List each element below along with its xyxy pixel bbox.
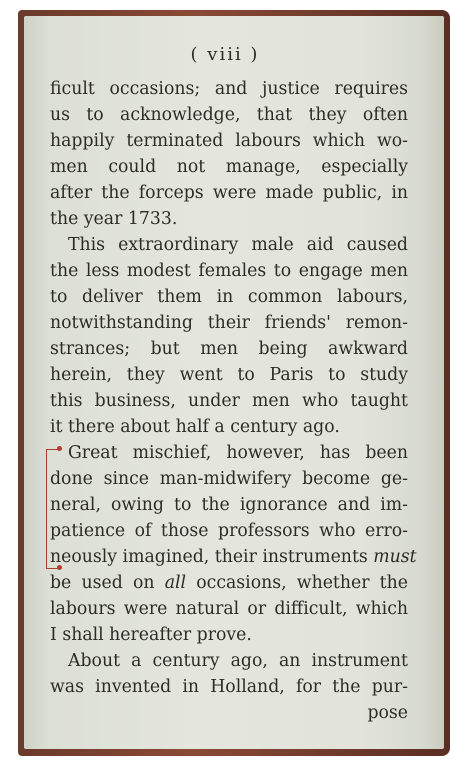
- body-text: [50, 76, 417, 726]
- paragraph-start-line: About a century ago, an instrument: [68, 651, 408, 671]
- text-line: the less modest females to engage men: [50, 261, 408, 281]
- text-line: happily terminated labours which wo-: [50, 131, 408, 151]
- paragraph-start-line: This extraordinary male aid caused: [68, 235, 408, 255]
- text-line: neral, owing to the ignorance and im-: [50, 495, 408, 515]
- text-line: us to acknowledge, that they often: [50, 105, 408, 125]
- text-line: I shall hereafter prove.: [50, 625, 252, 645]
- text-line: strances; but men being awkward: [50, 339, 408, 359]
- catchword: pose: [367, 703, 408, 723]
- text-line: it there about half a century ago.: [50, 417, 340, 437]
- text-line: ficult occasions; and justice requires: [50, 79, 408, 99]
- text-line: neously imagined, their instruments must: [50, 547, 417, 567]
- text-line: was invented in Holland, for the pur-: [50, 677, 408, 697]
- page-shadow: [422, 16, 444, 749]
- text-line: labours were natural or difficult, which: [50, 599, 408, 619]
- text-line: this business, under men who taught: [50, 391, 408, 411]
- text-line: the year 1733.: [50, 209, 178, 229]
- text-line: notwithstanding their friends' remon-: [50, 313, 408, 333]
- text-line: to deliver them in common labours,: [50, 287, 408, 307]
- italic-emphasis: must: [373, 547, 417, 567]
- italic-emphasis: all: [164, 573, 187, 593]
- page-number: ( viii ): [190, 44, 260, 65]
- text-line: after the forceps were made public, in: [50, 183, 408, 203]
- text-line: men could not manage, especially: [50, 157, 408, 177]
- paragraph-start-line: Great mischief, however, has been: [68, 443, 408, 463]
- text-line: be used on all occasions, whether the: [50, 573, 408, 593]
- text-line: patience of those professors who erro-: [50, 521, 408, 541]
- text-line: done since man-midwifery become ge-: [50, 469, 408, 489]
- text-line: herein, they went to Paris to study: [50, 365, 408, 385]
